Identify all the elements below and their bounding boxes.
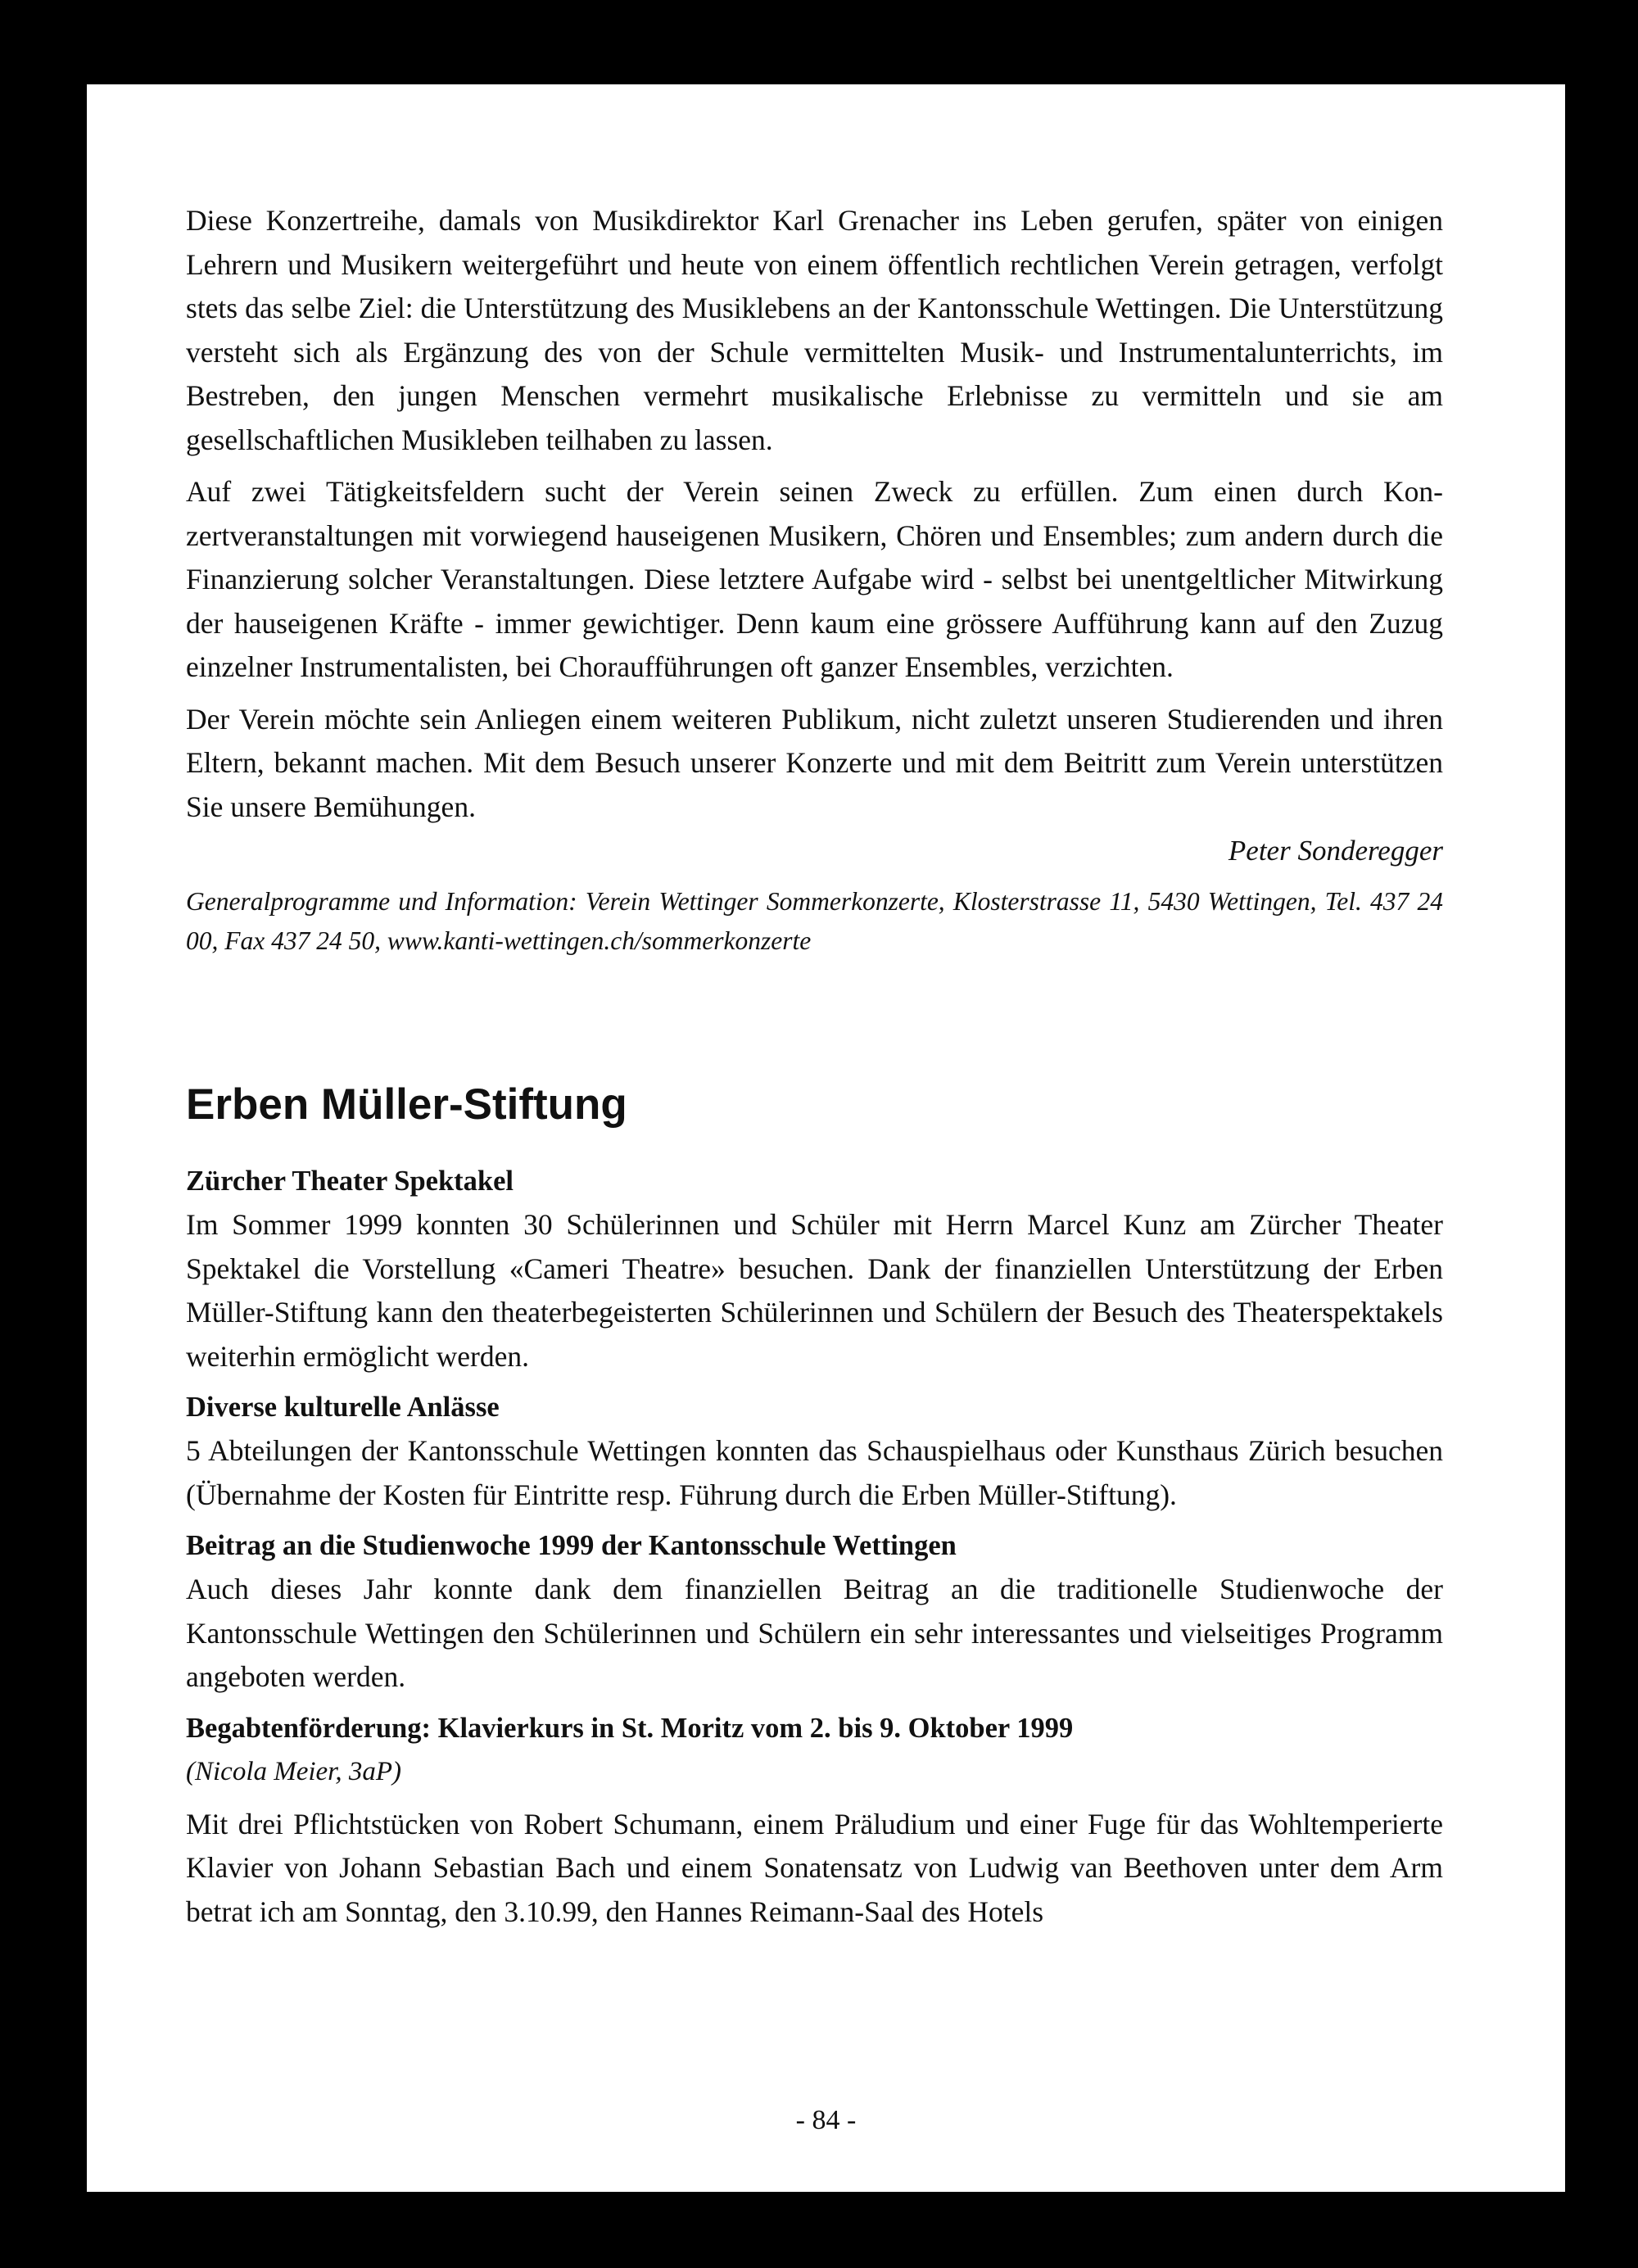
paragraph-begabtenfoerderung: Mit drei Pflichtstücken von Robert Schumann, einem Präludium und einer Fuge für das Wohltemperierte Klavier von Johann Sebastian Bach und einem Sonatensatz von Ludwig van Beethoven unter dem Arm betrat ich am Sonntag, den 3.10.99, den Hannes Reimann-Saal des Hotels <box>186 1807 1443 1928</box>
author-signature: Peter Sonderegger <box>1228 835 1443 867</box>
subheading-begabtenfoerderung: Begabtenförderung: Klavierkurs in St. Moritz vom 2. bis 9. Oktober 1999 <box>186 1712 1074 1744</box>
subheading-studienwoche: Beitrag an die Studienwoche 1999 der Kantonsschule Wettingen <box>186 1530 957 1561</box>
intro-paragraph-1: Diese Konzertreihe, damals von Musikdirektor Karl Grenacher ins Leben gerufen, später von einigen Lehrern und Musikern weitergeführt und heute von einem öffentlich rechtlichen Verein getragen, verfolgt stets das selbe Ziel: die Unterstützung des Musiklebens an der Kantonsschule Wettingen. Die Unterstützung versteht sich als Ergänzung des von der Schule vermittelten Musik- und Instrumentalunterrichts, im Bestreben, den jungen Menschen vermehrt musikalische Erlebnisse zu vermitteln und sie am gesellschaftlichen Musikleben teilhaben zu lassen. <box>186 204 1443 456</box>
subheading-kulturelle-anlaesse: Diverse kulturelle Anlässe <box>186 1392 500 1423</box>
section-title: Erben Müller-Stiftung <box>186 1080 627 1129</box>
page-content <box>186 199 1443 1942</box>
paragraph-studienwoche: Auch dieses Jahr konnte dank dem finanziellen Beitrag an die traditionelle Studienwoche der Kantonsschule Wettingen den Schülerinnen und Schülern ein sehr interessantes und vielseitiges Programm angeboten werden. <box>186 1573 1443 1693</box>
page-number: - 84 - <box>795 2105 857 2135</box>
intro-paragraph-2: Auf zwei Tätigkeitsfeldern sucht der Verein seinen Zweck zu erfüllen. Zum einen durch Konzertveranstaltungen mit vorwiegend hauseigenen Musikern, Chören und Ensembles; zum andern durch die Finanzierung solcher Veranstaltungen. Diese letztere Aufgabe wird - selbst bei unentgeltlicher Mitwirkung der hauseigenen Kräfte - immer gewichtiger. Denn kaum eine grössere Aufführung kann auf den Zuzug einzelner Instrumentalisten, bei Choraufführungen oft ganzer Ensembles, verzichten. <box>186 475 1443 683</box>
subheading-theater-spektakel: Zürcher Theater Spektakel <box>186 1166 514 1197</box>
author-byline: (Nicola Meier, 3aP) <box>186 1756 402 1786</box>
document-page <box>87 84 1565 2192</box>
contact-information: Generalprogramme und Information: Verein Wettinger Sommerkonzerte, Klosterstrasse 11, 5430 Wettingen, Tel. 437 24 00, Fax 437 24 50, www.kanti-wettingen.ch/sommerkonzerte <box>186 887 1443 955</box>
paragraph-kulturelle-anlaesse: 5 Abteilungen der Kantonsschule Wettingen konnten das Schauspielhaus oder Kunsthaus Zürich besuchen (Übernahme der Kosten für Eintritte resp. Führung durch die Erben Müller-Stiftung). <box>186 1434 1443 1511</box>
intro-paragraph-3: Der Verein möchte sein Anliegen einem weiteren Publikum, nicht zuletzt unseren Studierenden und ihren Eltern, bekannt machen. Mit dem Besuch unserer Konzerte und mit dem Beitritt zum Verein unterstützen Sie unsere Bemühungen. <box>186 702 1443 823</box>
paragraph-theater-spektakel: Im Sommer 1999 konnten 30 Schülerinnen und Schüler mit Herrn Marcel Kunz am Zürcher Theater Spektakel die Vorstellung «Cameri Theatre» besuchen. Dank der finanziellen Unterstützung der Erben Müller-Stiftung kann den theaterbegeisterten Schülerinnen und Schülern der Besuch des Theaterspektakels weiterhin ermöglicht werden. <box>186 1208 1443 1373</box>
